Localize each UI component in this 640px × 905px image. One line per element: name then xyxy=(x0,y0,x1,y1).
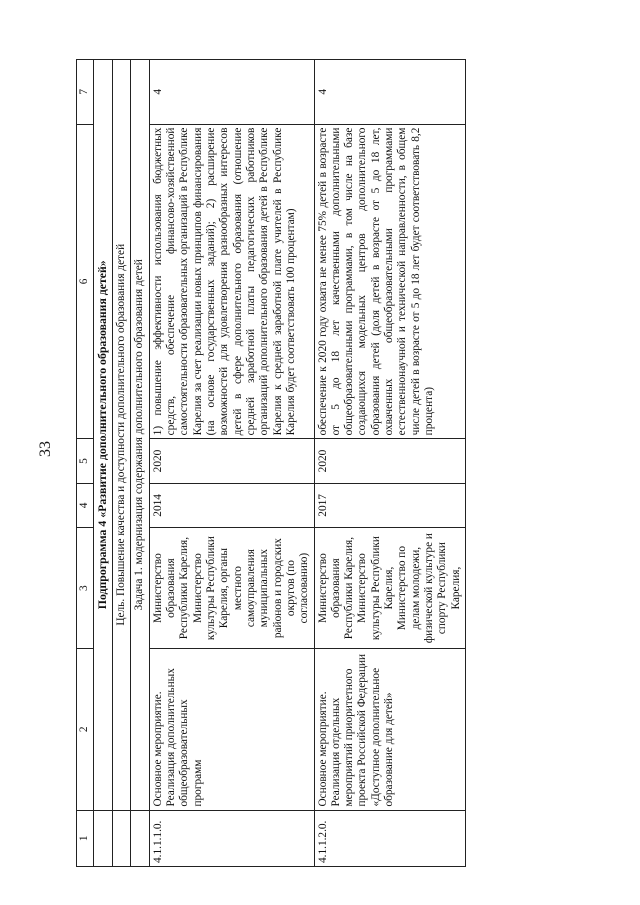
responsible-executor: Министерство образования Республики Карелия, Министерство культуры Республики Карелия, Министерство по делам молодежи, физической культуре и спорту Республики Карелия, xyxy=(314,528,466,649)
page-number: 33 xyxy=(37,441,54,457)
expected-result: 1) повышение эффективности использования бюджетных средств, обеспечение финансово-хозяйственной самостоятельности образовательных организаций в Республике Карелия за счет реализации новых принципов финансирования (на основе государственных заданий); 2) расширение возможностей для удовлетворения разнообразных интересов детей в сфере дополнительного образования (отношение средней заработной платы педагогических работников организаций дополнительного образования детей в Республике Карелия к средней заработной плате учителей в Республике Карелия будет соответствовать 100 процентам) xyxy=(149,124,314,439)
subprogram-title: Подпрограмма 4 «Развитие дополнительного образования детей» xyxy=(94,60,113,811)
column-number: 7 xyxy=(77,60,94,125)
empty-cell xyxy=(94,810,113,866)
empty-cell xyxy=(131,810,149,866)
task-title: Задача 1. модернизация содержания дополнительного образования детей xyxy=(131,60,149,811)
goal-row xyxy=(112,60,130,867)
column-number: 1 xyxy=(77,810,94,866)
table-row xyxy=(149,60,314,867)
column-number: 4 xyxy=(77,483,94,527)
row-number: 4.1.1.1.0. xyxy=(149,810,314,866)
table-row xyxy=(314,60,466,867)
column-number: 2 xyxy=(77,649,94,810)
subprogram-row xyxy=(94,60,113,867)
activity-name: Основное мероприятие. Реализация дополнительных общеобразовательных программ xyxy=(149,649,314,810)
program-table xyxy=(76,59,466,867)
year-end: 2020 xyxy=(314,439,466,483)
column-number: 5 xyxy=(77,439,94,483)
column-number: 6 xyxy=(77,124,94,439)
related-indicator: 4 xyxy=(314,60,466,125)
related-indicator: 4 xyxy=(149,60,314,125)
activity-name: Основное мероприятие. Реализация отдельных мероприятий приоритетного проекта Российской Федерации «Доступное дополнительное образование для детей» xyxy=(314,649,466,810)
task-row xyxy=(131,60,149,867)
year-start: 2014 xyxy=(149,483,314,527)
rotated-table-container xyxy=(76,59,596,867)
column-number-row xyxy=(77,60,94,867)
expected-result: обеспечение к 2020 году охвата не менее 75% детей в возрасте от 5 до 18 лет качественными дополнительными общеобразовательными программами, в том числе на базе создающихся модельных центров дополнительного образования детей (доля детей в возрасте от 5 до 18 лет, охваченных общеобразовательными программами естественнонаучной и технической направленности, в общем числе детей в возрасте от 5 до 18 лет будет соответствовать 8,2 процента) xyxy=(314,124,466,439)
year-start: 2017 xyxy=(314,483,466,527)
empty-cell xyxy=(112,810,130,866)
column-number: 3 xyxy=(77,528,94,649)
row-number: 4.1.1.2.0. xyxy=(314,810,466,866)
responsible-executor: Министерство образования Республики Карелия, Министерство культуры Республики Карелия, органы местного самоуправления муниципальных районов и городских округов (по согласованию) xyxy=(149,528,314,649)
goal-title: Цель. Повышение качества и доступности дополнительного образования детей xyxy=(112,60,130,811)
year-end: 2020 xyxy=(149,439,314,483)
